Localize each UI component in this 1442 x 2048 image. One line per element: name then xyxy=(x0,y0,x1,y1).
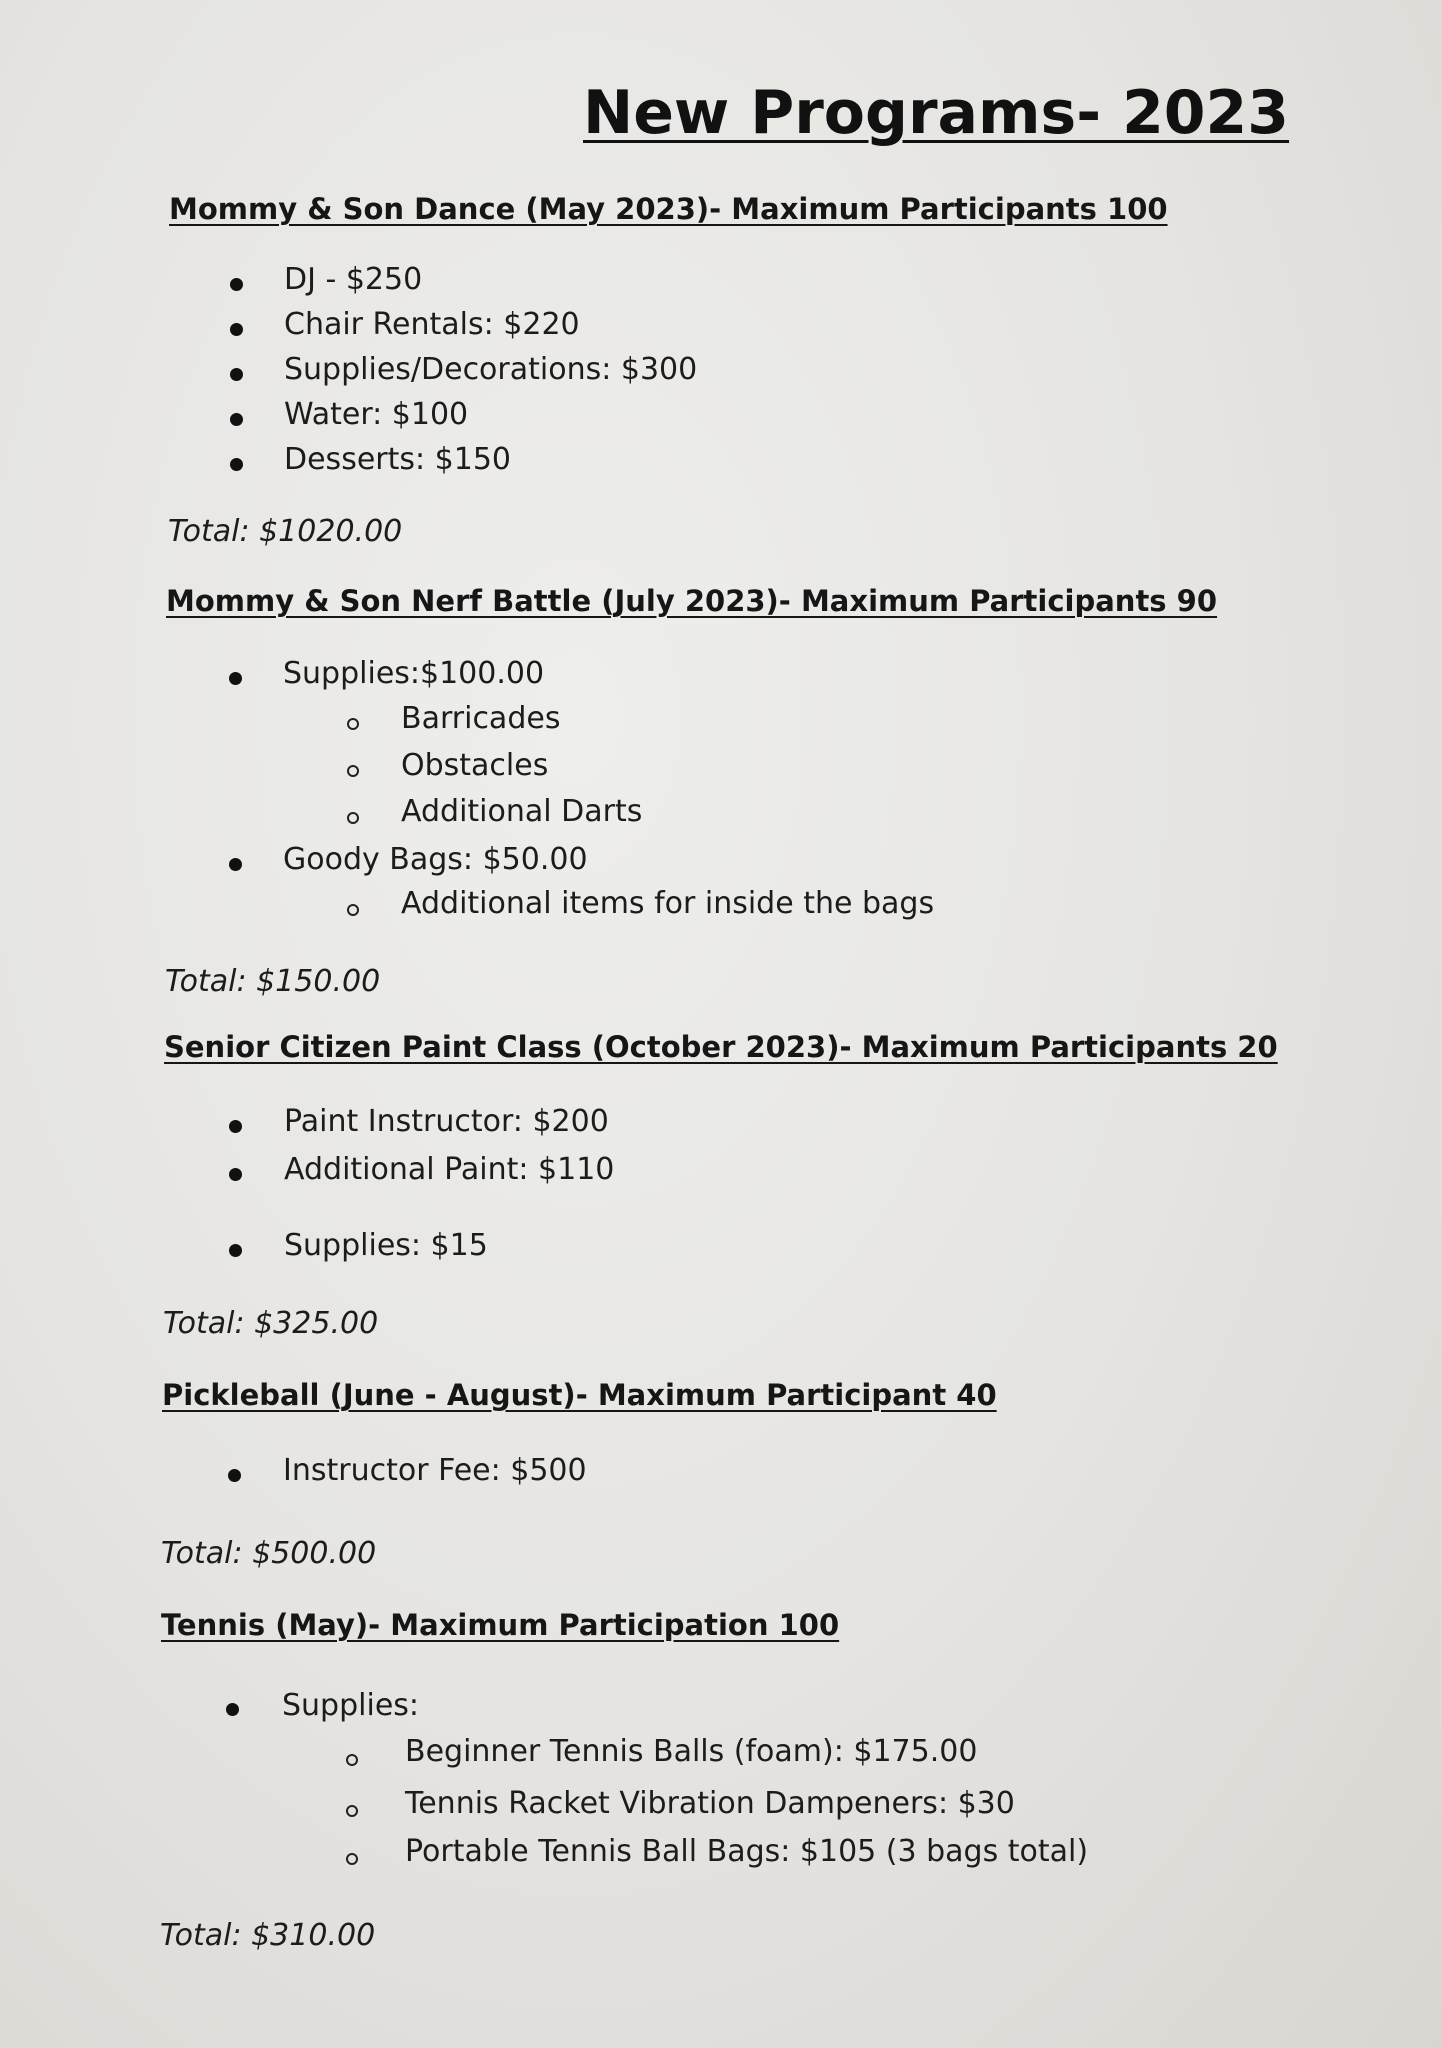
list-item: Water: $100 xyxy=(284,397,469,432)
bullet-icon xyxy=(229,1120,242,1133)
list-subitem: Obstacles xyxy=(401,748,549,783)
bullet-icon xyxy=(230,278,243,291)
list-subitem: Additional Darts xyxy=(401,794,643,829)
bullet-icon xyxy=(230,323,243,336)
sub-bullet-icon xyxy=(346,1853,358,1865)
list-item: Paint Instructor: $200 xyxy=(284,1104,609,1139)
list-item: Supplies: $15 xyxy=(284,1228,488,1263)
section-heading: Senior Citizen Paint Class (October 2023)- Maximum Participants 20 xyxy=(164,1030,1278,1064)
list-item: Supplies:$100.00 xyxy=(283,656,545,691)
list-item: Additional Paint: $110 xyxy=(284,1152,615,1187)
list-item: Desserts: $150 xyxy=(284,442,511,477)
section-heading: Pickleball (June - August)- Maximum Participant 40 xyxy=(162,1378,997,1412)
page-title: New Programs- 2023 xyxy=(583,78,1290,148)
bullet-icon xyxy=(230,413,243,426)
section-total: Total: $325.00 xyxy=(163,1306,379,1341)
list-subitem: Additional items for inside the bags xyxy=(401,886,935,921)
list-item: Goody Bags: $50.00 xyxy=(283,842,588,877)
section-total: Total: $1020.00 xyxy=(168,514,403,549)
bullet-icon xyxy=(228,1469,241,1482)
sub-bullet-icon xyxy=(346,1805,358,1817)
list-item: Chair Rentals: $220 xyxy=(284,307,580,342)
list-item: Instructor Fee: $500 xyxy=(283,1453,587,1488)
bullet-icon xyxy=(229,1244,242,1257)
list-subitem: Barricades xyxy=(401,701,561,736)
bullet-icon xyxy=(229,858,242,871)
bullet-icon xyxy=(229,672,242,685)
section-total: Total: $310.00 xyxy=(160,1918,376,1953)
sub-bullet-icon xyxy=(347,765,359,777)
section-heading: Mommy & Son Nerf Battle (July 2023)- Maximum Participants 90 xyxy=(166,584,1218,618)
list-subitem: Beginner Tennis Balls (foam): $175.00 xyxy=(405,1734,978,1769)
list-item: Supplies: xyxy=(282,1688,420,1723)
bullet-icon xyxy=(230,368,243,381)
sub-bullet-icon xyxy=(347,904,359,916)
list-item: Supplies/Decorations: $300 xyxy=(284,352,698,387)
list-subitem: Portable Tennis Ball Bags: $105 (3 bags total) xyxy=(405,1834,1089,1869)
section-total: Total: $500.00 xyxy=(161,1536,377,1571)
sub-bullet-icon xyxy=(347,812,359,824)
section-heading: Mommy & Son Dance (May 2023)- Maximum Participants 100 xyxy=(169,192,1168,226)
bullet-icon xyxy=(230,458,243,471)
bullet-icon xyxy=(229,1168,242,1181)
bullet-icon xyxy=(226,1703,239,1716)
sub-bullet-icon xyxy=(347,718,359,730)
list-subitem: Tennis Racket Vibration Dampeners: $30 xyxy=(405,1786,1015,1821)
section-total: Total: $150.00 xyxy=(165,964,381,999)
section-heading: Tennis (May)- Maximum Participation 100 xyxy=(161,1608,840,1642)
list-item: DJ - $250 xyxy=(284,262,423,297)
sub-bullet-icon xyxy=(346,1754,358,1766)
